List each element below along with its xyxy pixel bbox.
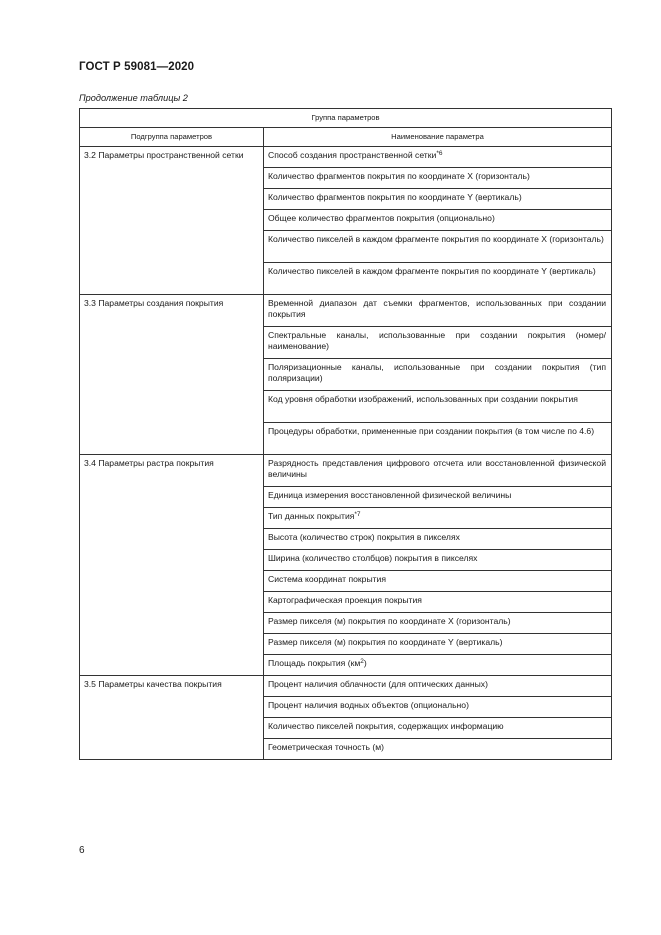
parameter-name-cell xyxy=(264,571,612,592)
parameter-name-text: Количество фрагментов покрытия по координате X (горизонталь) xyxy=(268,171,530,181)
parameter-name-text: Количество фрагментов покрытия по координате Y (вертикаль) xyxy=(268,192,522,202)
footnote-mark: *6 xyxy=(436,150,443,157)
parameter-name-cell xyxy=(264,359,612,391)
parameter-name-text: Система координат покрытия xyxy=(268,574,387,584)
parameter-name-cell xyxy=(264,676,612,697)
parameter-name-text: Размер пикселя (м) покрытия по координате Y (вертикаль) xyxy=(268,637,503,647)
parameter-name-cell xyxy=(264,718,612,739)
parameter-name-text: Количество пикселей в каждом фрагменте покрытия по координате X (горизонталь) xyxy=(268,234,604,244)
parameter-name-cell xyxy=(264,550,612,571)
parameter-name-text: Разрядность представления цифрового отсчета или восстановленной физической величины xyxy=(268,458,606,479)
parameter-name-cell xyxy=(264,327,612,359)
parameter-name-cell xyxy=(264,168,612,189)
parameter-name-cell xyxy=(264,423,612,455)
parameter-name-text: Общее количество фрагментов покрытия (опционально) xyxy=(268,213,495,223)
parameters-table xyxy=(79,108,612,760)
parameter-name-cell xyxy=(264,592,612,613)
header-parameter-group: Группа параметров xyxy=(80,109,612,128)
parameter-name-cell xyxy=(264,263,612,295)
parameter-name-text: Поляризационные каналы, использованные при создании покрытия (тип поляризации) xyxy=(268,362,606,383)
document-title: ГОСТ Р 59081—2020 xyxy=(79,61,195,73)
table-body xyxy=(80,147,612,760)
parameter-name-text: Картографическая проекция покрытия xyxy=(268,595,422,605)
parameter-name-cell xyxy=(264,655,612,676)
parameter-name-cell xyxy=(264,487,612,508)
parameter-name-cell xyxy=(264,529,612,550)
parameter-name-cell xyxy=(264,210,612,231)
parameter-name-cell xyxy=(264,391,612,423)
parameter-name-cell xyxy=(264,508,612,529)
parameter-name-cell xyxy=(264,295,612,327)
subgroup-cell: 3.3 Параметры создания покрытия xyxy=(80,295,264,455)
parameter-name-text: Ширина (количество столбцов) покрытия в пикселях xyxy=(268,553,478,563)
parameter-name-cell xyxy=(264,634,612,655)
parameter-name-text: Процедуры обработки, примененные при создании покрытия (в том числе по 4.6) xyxy=(268,426,595,436)
parameter-name-text: Единица измерения восстановленной физической величины xyxy=(268,490,512,500)
table-row xyxy=(80,676,612,697)
subgroup-cell: 3.5 Параметры качества покрытия xyxy=(80,676,264,760)
parameter-name-text: Способ создания пространственной сетки xyxy=(268,150,437,160)
parameter-name-cell xyxy=(264,189,612,210)
parameter-name-text: Процент наличия облачности (для оптических данных) xyxy=(268,679,488,689)
parameter-name-text: Тип данных покрытия xyxy=(268,511,355,521)
table-row xyxy=(80,295,612,327)
header-subgroup: Подгруппа параметров xyxy=(80,128,264,147)
parameter-name-cell xyxy=(264,147,612,168)
parameter-name-suffix: ) xyxy=(363,658,367,668)
page-number: 6 xyxy=(79,845,85,856)
parameter-name-text: Размер пикселя (м) покрытия по координате X (горизонталь) xyxy=(268,616,511,626)
parameter-name-text: Высота (количество строк) покрытия в пикселях xyxy=(268,532,460,542)
parameter-name-cell xyxy=(264,613,612,634)
table-caption: Продолжение таблицы 2 xyxy=(79,93,188,103)
parameter-name-text: Временной диапазон дат съемки фрагментов, использованных при создании покрытия xyxy=(268,298,606,319)
header-parameter-name: Наименование параметра xyxy=(264,128,612,147)
subgroup-cell: 3.4 Параметры растра покрытия xyxy=(80,455,264,676)
footnote-mark: 2 xyxy=(360,658,364,665)
footnote-mark: *7 xyxy=(354,511,361,518)
parameter-name-cell xyxy=(264,455,612,487)
parameter-name-text: Количество пикселей в каждом фрагменте покрытия по координате Y (вертикаль) xyxy=(268,266,596,276)
parameter-name-cell xyxy=(264,739,612,760)
parameter-name-cell xyxy=(264,231,612,263)
parameter-name-text: Геометрическая точность (м) xyxy=(268,742,385,752)
parameter-name-text: Спектральные каналы, использованные при создании покрытия (номер/наименование) xyxy=(268,330,606,351)
table-row xyxy=(80,455,612,487)
table-row xyxy=(80,147,612,168)
parameter-name-cell xyxy=(264,697,612,718)
parameter-name-text: Процент наличия водных объектов (опционально) xyxy=(268,700,469,710)
parameter-name-text: Количество пикселей покрытия, содержащих информацию xyxy=(268,721,504,731)
subgroup-cell: 3.2 Параметры пространственной сетки xyxy=(80,147,264,295)
parameter-name-text: Код уровня обработки изображений, использованных при создании покрытия xyxy=(268,394,578,404)
parameter-name-text: Площадь покрытия (км xyxy=(268,658,361,668)
